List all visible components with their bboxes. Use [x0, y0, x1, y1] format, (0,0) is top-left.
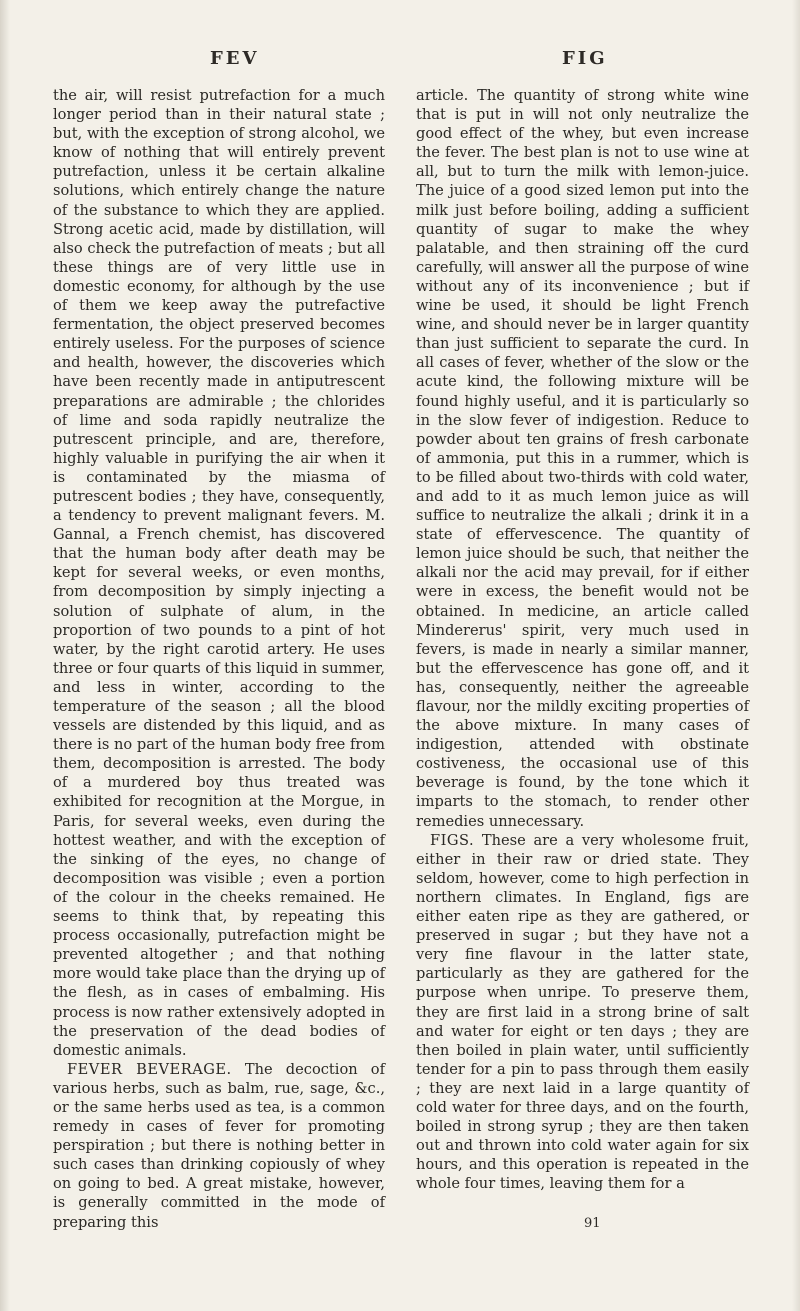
entry-text-fever-beverage: The decoction of various herbs, such as balm, rue, sage, &c., or the same herbs used as tea, is a common remedy in cases of fever for promoting perspiration ; but there is nothing better in such cases than drinking copiously of whey on going to bed. A great mistake, however, is generally committed in the mode of preparing this [53, 1060, 385, 1231]
running-header [0, 48, 800, 78]
paragraph-putrefaction: the air, will resist putrefaction for a much longer period than in their natural state ; but, with the exception of strong alcohol, we know of nothing that will entirely prevent putrefaction, unless it be certain alkaline solutions, which entirely change the nature of the substance to which they are applied. Strong acetic acid, made by distillation, will also check the putrefaction of meats ; but all these things are of very little use in domestic economy, for although by the use of them we keep away the putrefactive fermentation, the object preserved becomes entirely useless. For the purposes of science and health, however, the discoveries which have been recently made in antiputrescent preparations are admirable ; the chlorides of lime and soda rapidly neutralize the putrescent principle, and are, therefore, highly valuable in purifying the air when it is contaminated by the miasma of putrescent bodies ; they have, consequently, a tendency to prevent malignant fevers. M. Gannal, a French chemist, has discovered that the human body after death may be kept for several weeks, or even months, from decomposition by simply injecting a solution of sulphate of alum, in the proportion of two pounds to a pint of hot water, by the right carotid artery. He uses three or four quarts of this liquid in summer, and less in winter, according to the temperature of the season ; all the blood vessels are distended by this liquid, and as there is no part of the human body free from them, decomposition is arrested. The body of a murdered boy thus treated was exhibited for recognition at the Morgue, in Paris, for several weeks, even during the hottest weather, and with the exception of the sinking of the eyes, no change of decomposition was visible ; even a portion of the colour in the cheeks remained. He seems to think that, by repeating this process occasionally, putrefaction might be prevented altogether ; and that nothing more would take place than the drying up of the flesh, as in cases of embalming. His process is now rather extensively adopted in the preservation of the dead bodies of domestic animals. [53, 87, 385, 1059]
paragraph-fever-beverage [53, 1060, 385, 1232]
paragraph-figs [416, 831, 749, 1194]
entry-term-figs: FIGS. [430, 831, 475, 849]
page-number: 91 [584, 1216, 601, 1231]
left-column [53, 86, 385, 1232]
running-head-left: FEV [210, 48, 260, 69]
paragraph-whey: article. The quantity of strong white wine that is put in will not only neutralize the good effect of the whey, but even increase the fever. The best plan is not to use wine at all, but to turn the milk with lemon-juice. The juice of a good sized lemon put into the milk just before boiling, adding a sufficient quantity of sugar to make the whey palatable, and then straining off the curd carefully, will answer all the purpose of wine without any of its inconvenience ; but if wine be used, it should be light French wine, and should never be in larger quantity than just sufficient to separate the curd. In all cases of fever, whether of the slow or the acute kind, the following mixture will be found highly useful, and it is particularly so in the slow fever of indigestion. Reduce to powder about ten grains of fresh carbonate of ammonia, put this in a rummer, which is to be filled about two-thirds with cold water, and add to it as much lemon juice as will suffice to neutralize the alkali ; drink it in a state of effervescence. The quantity of lemon juice should be such, that neither the alkali nor the acid may prevail, for if either were in excess, the benefit would not be obtained. In medicine, an article called Mindererus' spirit, very much used in fevers, is made in nearly a similar manner, but the effervescence has gone off, and it has, consequently, neither the agreeable flavour, nor the mildly exciting properties of the above mixture. In many cases of indigestion, attended with obstinate costiveness, the occasional use of this beverage is found, by the tone which it imparts to the stomach, to render other remedies unnecessary. [416, 87, 749, 830]
running-head-right: FIG [562, 48, 608, 69]
gutter-shadow [0, 0, 10, 1311]
entry-term-fever-beverage: FEVER BEVERAGE. [67, 1060, 232, 1078]
right-column [416, 86, 749, 1193]
entry-text-figs: These are a very wholesome fruit, either in their raw or dried state. They seldom, however, come to high perfection in northern climates. In England, figs are either eaten ripe as they are gathered, or preserved in sugar ; but they have not a very fine flavour in the latter state, particularly as they are gathered for the purpose when unripe. To preserve them, they are first laid in a strong brine of salt and water for eight or ten days ; they are then boiled in plain water, until sufficiently tender for a pin to pass through them easily ; they are next laid in a large quantity of cold water for three days, and on the fourth, boiled in strong syrup ; they are then taken out and thrown into cold water again for six hours, and this operation is repeated in the whole four times, leaving them for a [416, 831, 749, 1193]
page-edge-shadow [792, 0, 800, 1311]
